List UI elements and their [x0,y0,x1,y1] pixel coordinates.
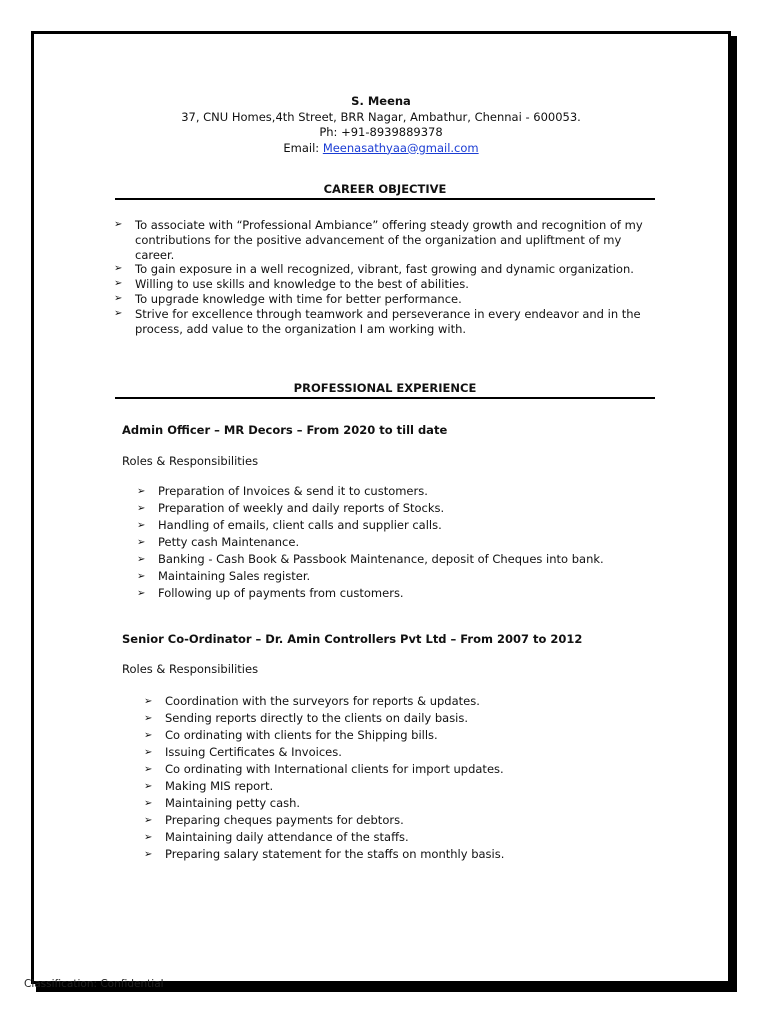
responsibility-item: ➢ Banking - Cash Book & Passbook Maintenance, deposit of Cheques into bank. [137,551,677,568]
resume-page [31,31,731,984]
responsibility-item: ➢ Preparation of weekly and daily reports of Stocks. [137,500,677,517]
responsibility-item: ➢ Preparing cheques payments for debtors. [144,812,664,829]
responsibility-item: ➢ Handling of emails, client calls and supplier calls. [137,517,677,534]
roles-label-1: Roles & Responsibilities [122,454,259,468]
email-link[interactable]: Meenasathyaa@gmail.com [322,140,479,155]
roles-label-2: Roles & Responsibilities [122,662,259,676]
responsibility-item: ➢ Issuing Certificates & Invoices. [144,744,664,761]
job-1-responsibilities [137,483,677,602]
candidate-name: S. Meena [351,94,411,108]
responsibility-item: ➢ Co ordinating with clients for the Shipping bills. [144,727,664,744]
email-label: Email: [283,140,323,155]
phone: Ph: +91-8939889378 [319,125,443,139]
objective-item: ➢ To gain exposure in a well recognized, vibrant, fast growing and dynamic organization. [114,262,654,277]
objective-item: ➢ To associate with “Professional Ambiance” offering steady growth and recognition of my contributions for the positive advancement of the organization and upliftment of my career. [114,218,654,262]
responsibility-item: ➢ Maintaining Sales register. [137,568,677,585]
responsibility-item: ➢ Maintaining daily attendance of the staffs. [144,829,664,846]
address: 37, CNU Homes,4th Street, BRR Nagar, Ambathur, Chennai - 600053. [181,109,581,124]
classification-label: Classification: Confidential [24,978,164,990]
professional-experience-heading: PROFESSIONAL EXPERIENCE [115,381,655,399]
responsibility-item: ➢ Preparing salary statement for the staffs on monthly basis. [144,846,664,863]
resume-header [34,94,728,156]
email-line [34,141,728,157]
responsibility-item: ➢ Making MIS report. [144,778,664,795]
responsibility-item: ➢ Sending reports directly to the clients on daily basis. [144,710,664,727]
job-title-2: Senior Co-Ordinator – Dr. Amin Controllers Pvt Ltd – From 2007 to 2012 [122,632,583,646]
objective-item: ➢ Strive for excellence through teamwork and perseverance in every endeavor and in the process, add value to the organization I am working with. [114,307,654,337]
job-2-responsibilities [144,693,664,863]
objective-item: ➢ To upgrade knowledge with time for better performance. [114,292,654,307]
responsibility-item: ➢ Preparation of Invoices & send it to customers. [137,483,677,500]
responsibility-item: ➢ Petty cash Maintenance. [137,534,677,551]
objective-item: ➢ Willing to use skills and knowledge to the best of abilities. [114,277,654,292]
responsibility-item: ➢ Coordination with the surveyors for reports & updates. [144,693,664,710]
responsibility-item: ➢ Following up of payments from customers. [137,585,677,602]
responsibility-item: ➢ Co ordinating with International clients for import updates. [144,761,664,778]
responsibility-item: ➢ Maintaining petty cash. [144,795,664,812]
career-objective-list [114,218,654,336]
career-objective-heading: CAREER OBJECTIVE [115,182,655,200]
job-title-1: Admin Officer – MR Decors – From 2020 to till date [122,423,448,437]
